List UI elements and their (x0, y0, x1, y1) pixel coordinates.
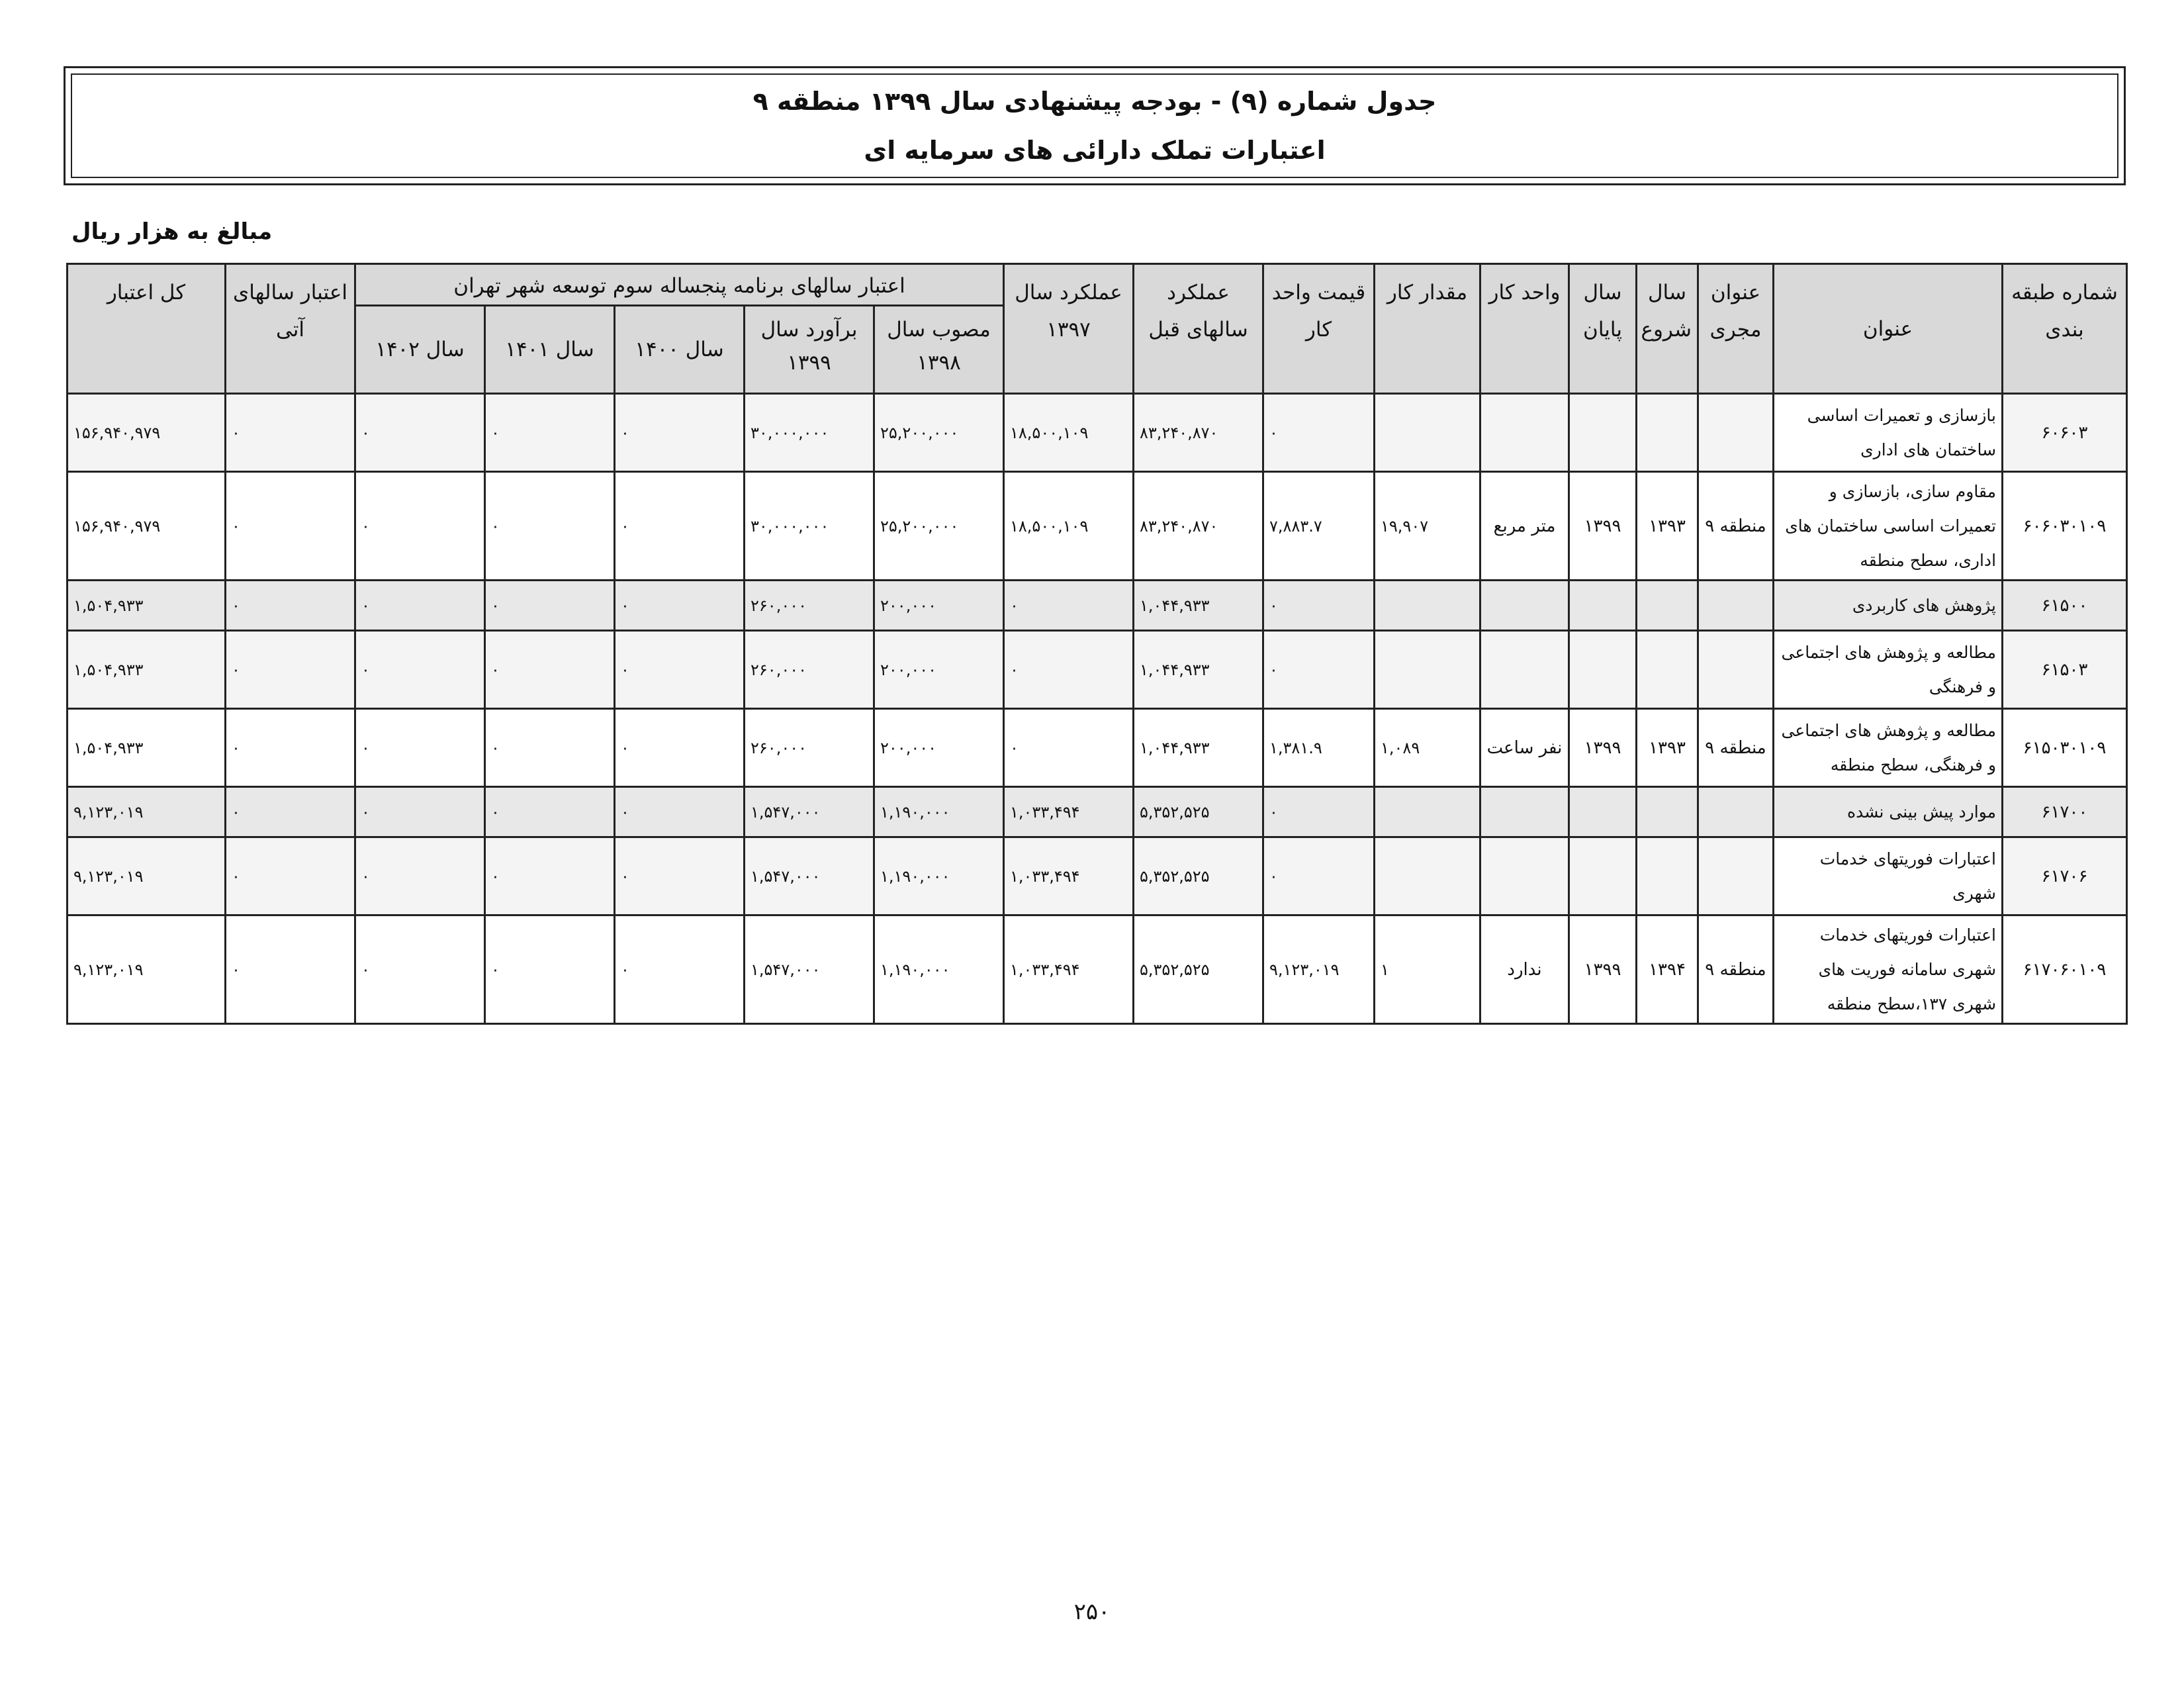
cell-end-year (1569, 631, 1637, 709)
cell-year-1400: ۰ (615, 472, 745, 581)
col-header-perf-1397: عملکرد سال ۱۳۹۷ (1004, 264, 1134, 394)
col-header-year-1402: سال ۱۴۰۲ (355, 306, 485, 394)
cell-prev-performance: ۱,۰۴۴,۹۳۳ (1134, 709, 1263, 787)
cell-quantity (1375, 394, 1480, 472)
table-row (68, 709, 2127, 787)
cell-start-year: ۱۳۹۳ (1637, 472, 1698, 581)
cell-start-year (1637, 787, 1698, 837)
cell-end-year (1569, 581, 1637, 631)
cell-quantity: ۱ (1375, 915, 1480, 1024)
cell-start-year (1637, 837, 1698, 915)
cell-quantity (1375, 631, 1480, 709)
cell-future-years: ۰ (226, 837, 355, 915)
cell-year-1400: ۰ (615, 581, 745, 631)
page-number: ۲۵۰ (1073, 1599, 1111, 1625)
cell-executor (1698, 787, 1774, 837)
cell-year-1402: ۰ (355, 837, 485, 915)
cell-approved-1398: ۱,۱۹۰,۰۰۰ (874, 787, 1004, 837)
cell-executor (1698, 631, 1774, 709)
cell-approved-1398: ۲۰۰,۰۰۰ (874, 709, 1004, 787)
cell-year-1401: ۰ (485, 394, 615, 472)
col-header-year-1400: سال ۱۴۰۰ (615, 306, 745, 394)
cell-total: ۹,۱۲۳,۰۱۹ (68, 837, 226, 915)
cell-year-1402: ۰ (355, 709, 485, 787)
cell-year-1400: ۰ (615, 837, 745, 915)
cell-total: ۱۵۶,۹۴۰,۹۷۹ (68, 394, 226, 472)
col-header-title: عنوان (1774, 264, 2003, 394)
cell-unit-price: ۱,۳۸۱.۹ (1263, 709, 1375, 787)
col-header-year-1401: سال ۱۴۰۱ (485, 306, 615, 394)
header-row-main (68, 264, 2127, 306)
col-header-approved-1398: مصوب سال ۱۳۹۸ (874, 306, 1004, 394)
cell-prev-performance: ۵,۳۵۲,۵۲۵ (1134, 787, 1263, 837)
cell-unit-price: ۰ (1263, 631, 1375, 709)
cell-unit-price: ۹,۱۲۳,۰۱۹ (1263, 915, 1375, 1024)
cell-start-year (1637, 631, 1698, 709)
cell-year-1402: ۰ (355, 787, 485, 837)
col-header-future-years: اعتبار سالهای آتی (226, 264, 355, 394)
cell-end-year (1569, 837, 1637, 915)
table-row (68, 915, 2127, 1024)
cell-prev-performance: ۱,۰۴۴,۹۳۳ (1134, 581, 1263, 631)
cell-estimate-1399: ۲۶۰,۰۰۰ (745, 709, 874, 787)
cell-executor (1698, 837, 1774, 915)
cell-estimate-1399: ۳۰,۰۰۰,۰۰۰ (745, 472, 874, 581)
cell-end-year (1569, 787, 1637, 837)
cell-unit: ندارد (1480, 915, 1569, 1024)
cell-unit (1480, 837, 1569, 915)
cell-unit (1480, 787, 1569, 837)
cell-code: ۶۰۶۰۳ (2003, 394, 2127, 472)
cell-year-1401: ۰ (485, 915, 615, 1024)
col-header-executor: عنوان مجری (1698, 264, 1774, 394)
cell-unit-price: ۰ (1263, 581, 1375, 631)
cell-approved-1398: ۲۵,۲۰۰,۰۰۰ (874, 472, 1004, 581)
cell-end-year: ۱۳۹۹ (1569, 472, 1637, 581)
cell-future-years: ۰ (226, 915, 355, 1024)
table-row (68, 394, 2127, 472)
cell-year-1401: ۰ (485, 631, 615, 709)
col-header-unit-price: قیمت واحد کار (1263, 264, 1375, 394)
cell-year-1401: ۰ (485, 787, 615, 837)
cell-approved-1398: ۲۰۰,۰۰۰ (874, 581, 1004, 631)
cell-end-year (1569, 394, 1637, 472)
col-header-code: شماره طبقه بندی (2003, 264, 2127, 394)
cell-start-year (1637, 581, 1698, 631)
cell-year-1402: ۰ (355, 915, 485, 1024)
cell-estimate-1399: ۱,۵۴۷,۰۰۰ (745, 787, 874, 837)
cell-code: ۶۰۶۰۳۰۱۰۹ (2003, 472, 2127, 581)
cell-perf-1397: ۰ (1004, 631, 1134, 709)
cell-quantity (1375, 581, 1480, 631)
cell-code: ۶۱۷۰۶ (2003, 837, 2127, 915)
cell-end-year: ۱۳۹۹ (1569, 709, 1637, 787)
cell-total: ۱,۵۰۴,۹۳۳ (68, 581, 226, 631)
budget-table (66, 263, 2128, 1025)
table-row (68, 631, 2127, 709)
cell-estimate-1399: ۱,۵۴۷,۰۰۰ (745, 837, 874, 915)
col-header-total: کل اعتبار (68, 264, 226, 394)
cell-year-1401: ۰ (485, 581, 615, 631)
table-row (68, 787, 2127, 837)
cell-year-1401: ۰ (485, 709, 615, 787)
col-header-prev-performance: عملکرد سالهای قبل (1134, 264, 1263, 394)
table-subtitle: اعتبارات تملک دارائی های سرمایه ای (864, 136, 1326, 165)
cell-approved-1398: ۲۵,۲۰۰,۰۰۰ (874, 394, 1004, 472)
col-header-quantity: مقدار کار (1375, 264, 1480, 394)
cell-unit (1480, 581, 1569, 631)
cell-code: ۶۱۵۰۰ (2003, 581, 2127, 631)
cell-unit: نفر ساعت (1480, 709, 1569, 787)
cell-year-1400: ۰ (615, 631, 745, 709)
cell-quantity: ۱۹,۹۰۷ (1375, 472, 1480, 581)
cell-year-1402: ۰ (355, 394, 485, 472)
cell-code: ۶۱۵۰۳ (2003, 631, 2127, 709)
cell-unit: متر مربع (1480, 472, 1569, 581)
cell-future-years: ۰ (226, 787, 355, 837)
cell-title: اعتبارات فوریتهای خدمات شهری سامانه فوریت های شهری ۱۳۷،سطح منطقه (1774, 915, 2003, 1024)
table-row (68, 472, 2127, 581)
cell-year-1402: ۰ (355, 581, 485, 631)
cell-approved-1398: ۱,۱۹۰,۰۰۰ (874, 915, 1004, 1024)
cell-quantity: ۱,۰۸۹ (1375, 709, 1480, 787)
cell-year-1400: ۰ (615, 394, 745, 472)
cell-executor (1698, 581, 1774, 631)
col-header-end-year: سال پایان (1569, 264, 1637, 394)
cell-estimate-1399: ۲۶۰,۰۰۰ (745, 581, 874, 631)
cell-year-1401: ۰ (485, 837, 615, 915)
cell-executor: منطقه ۹ (1698, 709, 1774, 787)
cell-executor: منطقه ۹ (1698, 915, 1774, 1024)
cell-estimate-1399: ۲۶۰,۰۰۰ (745, 631, 874, 709)
cell-end-year: ۱۳۹۹ (1569, 915, 1637, 1024)
cell-unit-price: ۰ (1263, 394, 1375, 472)
cell-perf-1397: ۱,۰۳۳,۴۹۴ (1004, 915, 1134, 1024)
cell-start-year: ۱۳۹۳ (1637, 709, 1698, 787)
cell-prev-performance: ۵,۳۵۲,۵۲۵ (1134, 837, 1263, 915)
cell-total: ۱,۵۰۴,۹۳۳ (68, 709, 226, 787)
cell-start-year: ۱۳۹۴ (1637, 915, 1698, 1024)
col-header-plan-group: اعتبار سالهای برنامه پنجساله سوم توسعه شهر تهران (355, 264, 1004, 306)
cell-estimate-1399: ۳۰,۰۰۰,۰۰۰ (745, 394, 874, 472)
cell-quantity (1375, 787, 1480, 837)
cell-future-years: ۰ (226, 394, 355, 472)
cell-unit-price: ۷,۸۸۳.۷ (1263, 472, 1375, 581)
cell-approved-1398: ۱,۱۹۰,۰۰۰ (874, 837, 1004, 915)
cell-quantity (1375, 837, 1480, 915)
table-body (68, 394, 2127, 1024)
cell-future-years: ۰ (226, 631, 355, 709)
cell-year-1402: ۰ (355, 472, 485, 581)
cell-perf-1397: ۱۸,۵۰۰,۱۰۹ (1004, 472, 1134, 581)
cell-future-years: ۰ (226, 709, 355, 787)
table-title: جدول شماره (۹) - بودجه پیشنهادی سال ۱۳۹۹ منطقه ۹ (752, 87, 1437, 116)
cell-perf-1397: ۱,۰۳۳,۴۹۴ (1004, 787, 1134, 837)
cell-year-1402: ۰ (355, 631, 485, 709)
cell-title: مطالعه و پژوهش های اجتماعی و فرهنگی، سطح منطقه (1774, 709, 2003, 787)
cell-executor (1698, 394, 1774, 472)
cell-title: مطالعه و پژوهش های اجتماعی و فرهنگی (1774, 631, 2003, 709)
cell-title: موارد پیش بینی نشده (1774, 787, 2003, 837)
cell-executor: منطقه ۹ (1698, 472, 1774, 581)
cell-unit-price: ۰ (1263, 837, 1375, 915)
cell-perf-1397: ۰ (1004, 581, 1134, 631)
cell-future-years: ۰ (226, 472, 355, 581)
cell-year-1400: ۰ (615, 915, 745, 1024)
cell-future-years: ۰ (226, 581, 355, 631)
col-header-estimate-1399: برآورد سال ۱۳۹۹ (745, 306, 874, 394)
cell-start-year (1637, 394, 1698, 472)
cell-unit-price: ۰ (1263, 787, 1375, 837)
cell-total: ۹,۱۲۳,۰۱۹ (68, 915, 226, 1024)
title-box (64, 66, 2126, 185)
title-inner-frame (71, 73, 2118, 178)
cell-title: بازسازی و تعمیرات اساسی ساختمان های اداری (1774, 394, 2003, 472)
cell-perf-1397: ۰ (1004, 709, 1134, 787)
cell-approved-1398: ۲۰۰,۰۰۰ (874, 631, 1004, 709)
cell-code: ۶۱۵۰۳۰۱۰۹ (2003, 709, 2127, 787)
cell-total: ۱,۵۰۴,۹۳۳ (68, 631, 226, 709)
cell-total: ۹,۱۲۳,۰۱۹ (68, 787, 226, 837)
cell-prev-performance: ۸۳,۲۴۰,۸۷۰ (1134, 394, 1263, 472)
cell-code: ۶۱۷۰۰ (2003, 787, 2127, 837)
cell-prev-performance: ۵,۳۵۲,۵۲۵ (1134, 915, 1263, 1024)
cell-prev-performance: ۱,۰۴۴,۹۳۳ (1134, 631, 1263, 709)
cell-year-1401: ۰ (485, 472, 615, 581)
cell-code: ۶۱۷۰۶۰۱۰۹ (2003, 915, 2127, 1024)
cell-total: ۱۵۶,۹۴۰,۹۷۹ (68, 472, 226, 581)
cell-year-1400: ۰ (615, 709, 745, 787)
units-label: مبالغ به هزار ریال (71, 218, 273, 245)
col-header-unit: واحد کار (1480, 264, 1569, 394)
cell-unit (1480, 631, 1569, 709)
table-row (68, 581, 2127, 631)
cell-title: پژوهش های کاربردی (1774, 581, 2003, 631)
cell-unit (1480, 394, 1569, 472)
col-header-start-year: سال شروع (1637, 264, 1698, 394)
cell-estimate-1399: ۱,۵۴۷,۰۰۰ (745, 915, 874, 1024)
cell-prev-performance: ۸۳,۲۴۰,۸۷۰ (1134, 472, 1263, 581)
cell-title: اعتبارات فوریتهای خدمات شهری (1774, 837, 2003, 915)
cell-perf-1397: ۱۸,۵۰۰,۱۰۹ (1004, 394, 1134, 472)
table-row (68, 837, 2127, 915)
cell-year-1400: ۰ (615, 787, 745, 837)
cell-title: مقاوم سازی، بازسازی و تعمیرات اساسی ساختمان های اداری، سطح منطقه (1774, 472, 2003, 581)
cell-perf-1397: ۱,۰۳۳,۴۹۴ (1004, 837, 1134, 915)
